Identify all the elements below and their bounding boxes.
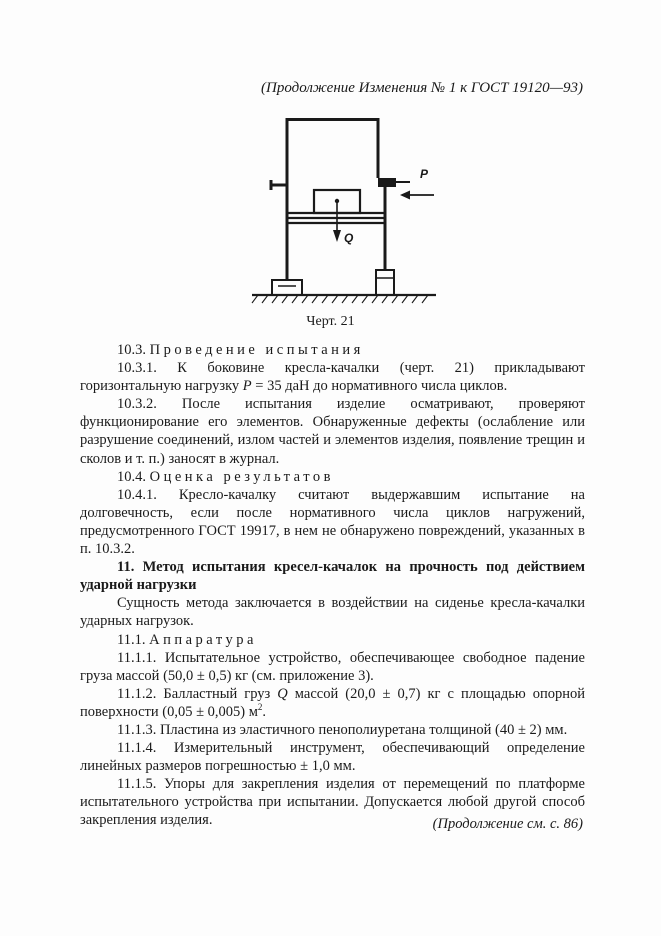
page-header: (Продолжение Изменения № 1 к ГОСТ 19120—93) [261,80,583,96]
text-segment: 10.3.2. После испытания изделие осматривают, проверяют функционирование его элементов. Обнаруженные дефекты (ослабление или разрушение соединений, излом частей и элементов изделия, появление трещин и сколов и т. п.) заносят в журнал. [80,396,585,467]
text-segment: Аппаратура [149,631,257,648]
paragraph-p6 [80,558,585,594]
text-segment: 11.1.3. Пластина из эластичного пенополиуретана толщиной (40 ± 2) мм. [117,721,568,738]
text-segment: 10.3.1. К боковине кресла-качалки (черт. 21) прикладывают горизонтальную нагрузку [80,360,585,395]
text-segment: 11.1.1. Испытательное устройство, обеспечивающее свободное падение груза массой (50,0 ± 0,5) кг (см. приложение 3). [80,649,585,684]
paragraph-p12 [80,739,585,775]
paragraph-p3 [80,395,585,467]
paragraph-p9 [80,649,585,685]
paragraph-p4 [80,468,585,486]
test-rig-figure [250,118,440,308]
paragraph-p8 [80,631,585,649]
text-segment: Проведение испытания [149,342,364,358]
paragraph-p2 [80,359,585,395]
text-segment: Оценка результатов [149,468,334,485]
p-arrow-head [400,191,410,200]
text-segment: 10.4.1. Кресло-качалку считают выдержавшим испытание на долговечность, если после нормативного числа циклов нагружений, предусмотренного ГОСТ 19917, в нем не обнаружено повреждений, указанных в п. 10.3.2. [80,486,585,558]
q-arrow-head [333,230,341,242]
left-foot [272,280,302,295]
figure-caption: Черт. 21 [306,314,355,329]
text-segment: . [262,703,267,720]
text-segment: 11.1.4. Измерительный инструмент, обеспечивающий определение линейных размеров погрешностью ± 1,0 мм. [80,740,585,775]
page-footer: (Продолжение см. с. 86) [432,816,583,832]
text-segment: Сущность метода заключается в воздействии на сиденье кресла-качалки ударных нагрузок. [80,595,585,630]
paragraph-p10 [80,685,585,721]
text-segment: 11.1. [117,631,150,648]
text-segment: 2 [257,702,263,713]
text-segment: 10.3. [117,342,150,358]
text-segment: Q [277,685,288,702]
text-segment: массой (20,0 ± 0,7) кг с площадью опорной поверхности (0,05 ± 0,005) м [80,685,585,720]
load-label-q: Q [344,231,354,245]
paragraph-p11 [80,721,585,739]
test-rig-drawing [250,118,440,308]
text-segment: 11. Метод испытания кресел-качалок на прочность под действием ударной нагрузки [80,559,585,594]
text-segment: 11.1.5. Упоры для закрепления изделия от перемещений по платформе испытательного устройства при испытании. Допускается любой другой способ закрепления изделия. [80,776,585,829]
text-segment: 10.4. [117,468,150,485]
body-text [80,341,585,830]
armrest-attachment [378,178,396,187]
right-stop [376,270,394,295]
text-segment: = 35 даН до нормативного числа циклов. [251,378,508,395]
paragraph-p5 [80,486,585,558]
paragraph-p1 [80,341,585,359]
text-segment: 11.1.2. Балластный груз [117,685,278,702]
paragraph-p7 [80,594,585,630]
ground-hatching [252,295,428,303]
text-segment: P [242,378,252,395]
force-label-p: P [420,167,429,181]
